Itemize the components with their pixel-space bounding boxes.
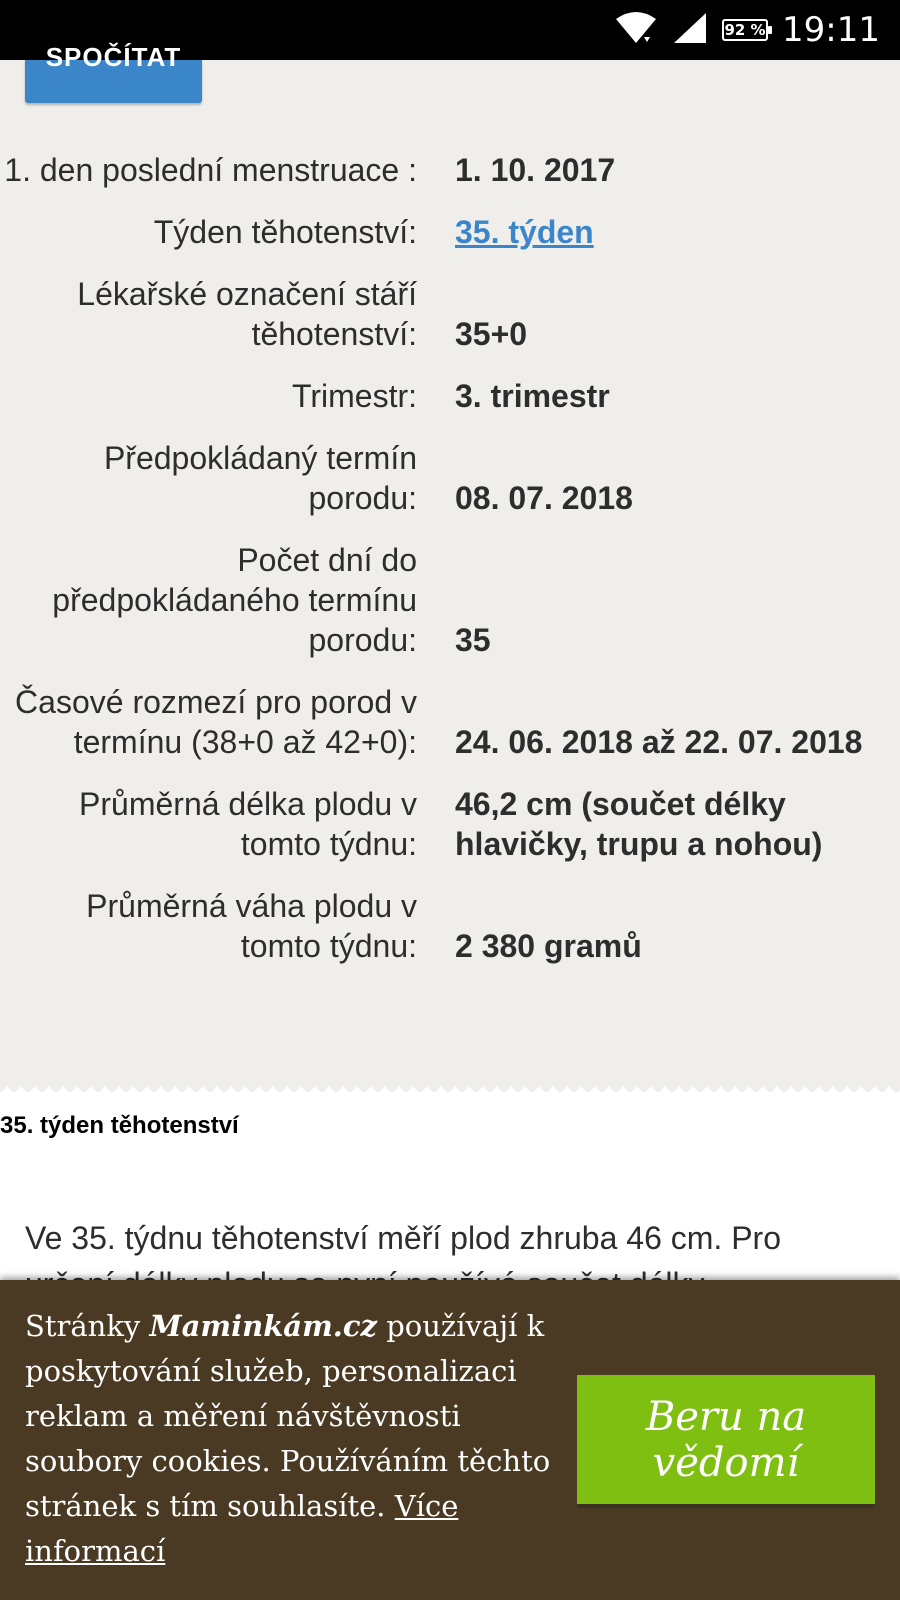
result-label: 1. den poslední menstruace : (4, 152, 417, 188)
result-value: 35 (455, 622, 491, 658)
result-row (0, 376, 900, 416)
result-label: Průměrná délka plodu v tomto týdnu: (79, 786, 417, 862)
results-list (0, 150, 900, 988)
result-value: 46,2 cm (součet délky hlavičky, trupu a nohou) (455, 786, 823, 862)
result-label: Předpokládaný termín porodu: (103, 440, 417, 516)
clock: 19:11 (782, 10, 880, 50)
result-value: 2 380 gramů (455, 928, 642, 964)
article-heading: 35. týden těhotenství (0, 1111, 239, 1139)
result-label: Týden těhotenství: (153, 214, 417, 250)
cookie-message (25, 1304, 570, 1574)
result-row (0, 682, 900, 762)
cookie-text: používají k poskytování služeb, personalizaci reklam a měření návštěvnosti soubory cookies. Používáním těchto stránek s tím souhlasíte. (25, 1309, 551, 1523)
result-row (0, 212, 900, 252)
more-info-link[interactable]: Více informací (25, 1489, 459, 1568)
article-text: Ve 35. týdnu těhotenství měří plod zhruba 46 cm. Pro (25, 1220, 781, 1256)
result-label: Lékařské označení stáří těhotenství: (77, 276, 417, 352)
cookie-text: Stránky (25, 1309, 150, 1343)
result-row (0, 438, 900, 518)
result-row (0, 784, 900, 864)
week-link[interactable]: 35. týden (455, 214, 594, 250)
result-value (455, 212, 865, 252)
signal-icon (672, 11, 708, 50)
cookie-banner (0, 1280, 900, 1600)
result-row (0, 886, 900, 966)
battery-icon (722, 19, 768, 41)
battery-level: 92 % (724, 21, 766, 39)
result-label: Počet dní do předpokládaného termínu porodu: (52, 542, 417, 658)
site-name: Maminkám.cz (149, 1309, 377, 1343)
wifi-icon (614, 11, 658, 50)
result-row (0, 274, 900, 354)
result-value: 24. 06. 2018 až 22. 07. 2018 (455, 724, 863, 760)
result-row (0, 540, 900, 660)
calculate-button[interactable] (25, 42, 202, 103)
result-value: 08. 07. 2018 (455, 480, 633, 516)
result-row (0, 150, 900, 190)
result-value: 35+0 (455, 316, 528, 352)
result-label: Průměrná váha plodu v tomto týdnu: (86, 888, 417, 964)
calculate-button-label: SPOČÍTAT (45, 42, 182, 72)
result-label: Trimestr: (291, 378, 417, 414)
result-value: 1. 10. 2017 (455, 152, 616, 188)
result-label: Časové rozmezí pro porod v termínu (38+0 až 42+0): (15, 684, 417, 760)
accept-cookies-button[interactable]: Beru na vědomí (577, 1375, 875, 1504)
result-value: 3. trimestr (455, 378, 610, 414)
